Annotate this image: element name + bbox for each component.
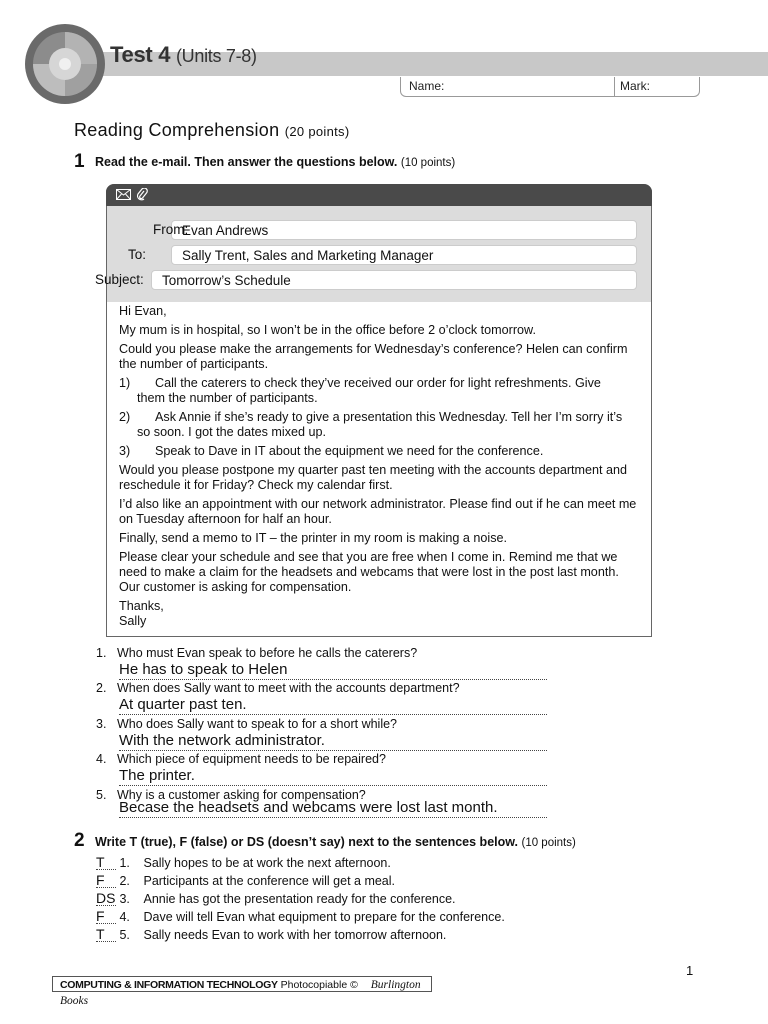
tf-item: T 1. Sally hopes to be at work the next afternoon.	[96, 854, 391, 870]
email-paragraph: Finally, send a memo to IT – the printer in my room is making a noise.	[119, 531, 508, 545]
email-toolbar	[106, 184, 652, 206]
test-title: Test 4 (Units 7-8)	[110, 42, 257, 67]
tf-item: F 2. Participants at the conference will get a meal.	[96, 872, 396, 888]
email-paragraph: Could you please make the arrangements for Wednesday’s conference? Helen can confirm the number of participants.	[119, 342, 628, 371]
signature: Sally	[119, 614, 147, 628]
from-label: From:	[153, 222, 189, 237]
email-header	[95, 206, 651, 302]
email-paragraph: Please clear your schedule and see that you are free when I come in. Remind me that we need to make a claim for the headsets and webcams that were lost in the post last month. Our customer is asking for compensation.	[119, 550, 619, 594]
question: 5. Why is a customer asking for compensation?	[96, 788, 366, 802]
tf-answer[interactable]: T	[96, 855, 116, 870]
paperclip-icon	[137, 188, 148, 202]
footer-publisher: Burlington Books	[60, 979, 421, 1007]
section-points: (20 points)	[284, 124, 350, 139]
signoff: Thanks,	[119, 599, 164, 613]
page-number: 1	[686, 963, 694, 978]
email-window	[95, 184, 652, 637]
email-paragraph: My mum is in hospital, so I won’t be in the office before 2 o’clock tomorrow.	[119, 323, 536, 337]
list-item: 1) Call the caterers to check they’ve received our order for light refreshments. Give them the number of participants.	[119, 376, 601, 405]
envelope-icon	[116, 189, 131, 200]
tf-answer[interactable]: F	[96, 873, 116, 888]
email-paragraph: Would you please postpone my quarter past ten meeting with the accounts department and reschedule it for Friday? Check my calendar first.	[119, 463, 628, 492]
footer-photocopiable: Photocopiable ©	[280, 979, 358, 991]
email-paragraph: I’d also like an appointment with our network administrator. Please find out if he can meet me on Tuesday afternoon for half an hour.	[119, 497, 637, 526]
question: 1. Who must Evan speak to before he calls the caterers?	[96, 646, 418, 660]
exercise-1-points: (10 points)	[400, 157, 456, 169]
name-label: Name:	[409, 79, 445, 93]
list-item: 3) Speak to Dave in IT about the equipment we need for the conference.	[119, 444, 544, 458]
tf-answer[interactable]: DS	[96, 890, 116, 906]
exercise-2-number: 2	[74, 830, 85, 851]
question: 2. When does Sally want to meet with the accounts department?	[96, 681, 460, 695]
exercise-2-points: (10 points)	[521, 837, 576, 849]
answer-line[interactable]: Becase the headsets and webcams were lost last month.	[119, 799, 547, 818]
disc-logo	[22, 24, 108, 104]
answer-line[interactable]: He has to speak to Helen	[119, 661, 547, 680]
from-field: Evan Andrews	[171, 220, 637, 240]
exercise-1-number: 1	[74, 151, 85, 172]
question: 4. Which piece of equipment needs to be repaired?	[96, 752, 386, 766]
units-label: (Units 7-8)	[175, 46, 257, 66]
tf-item: T 5. Sally needs Evan to work with her tomorrow afternoon.	[96, 926, 447, 942]
to-label: To:	[128, 247, 147, 262]
footer-bar	[52, 976, 432, 1007]
name-mark-box	[400, 77, 700, 97]
list-item: 2) Ask Annie if she’s ready to give a presentation this Wednesday. Tell her I’m sorry it’s so soon. I got the dates mixed up.	[119, 410, 623, 439]
email-body	[119, 304, 639, 633]
tf-item: DS 3. Annie has got the presentation ready for the conference.	[96, 890, 456, 906]
mark-label: Mark:	[620, 79, 650, 93]
subject-field: Tomorrow’s Schedule	[151, 270, 637, 290]
subject-label: Subject:	[95, 272, 144, 287]
footer-subject: COMPUTING & INFORMATION TECHNOLOGY	[60, 979, 278, 991]
answer-line[interactable]: With the network administrator.	[119, 732, 547, 751]
tf-answer[interactable]: F	[96, 909, 116, 924]
tf-answer[interactable]: T	[96, 927, 116, 942]
exercise-2-instruction: Write T (true), F (false) or DS (doesn’t say) next to the sentences below. (10 points)	[95, 835, 576, 849]
question: 3. Who does Sally want to speak to for a short while?	[96, 717, 398, 731]
section-title: Reading Comprehension (20 points)	[74, 120, 350, 140]
answer-line[interactable]: The printer.	[119, 767, 547, 786]
exercise-1-instruction: Read the e-mail. Then answer the questions below. (10 points)	[95, 155, 456, 169]
greeting: Hi Evan,	[119, 304, 167, 318]
tf-item: F 4. Dave will tell Evan what equipment to prepare for the conference.	[96, 908, 505, 924]
answer-line[interactable]: At quarter past ten.	[119, 696, 547, 715]
to-field: Sally Trent, Sales and Marketing Manager	[171, 245, 637, 265]
